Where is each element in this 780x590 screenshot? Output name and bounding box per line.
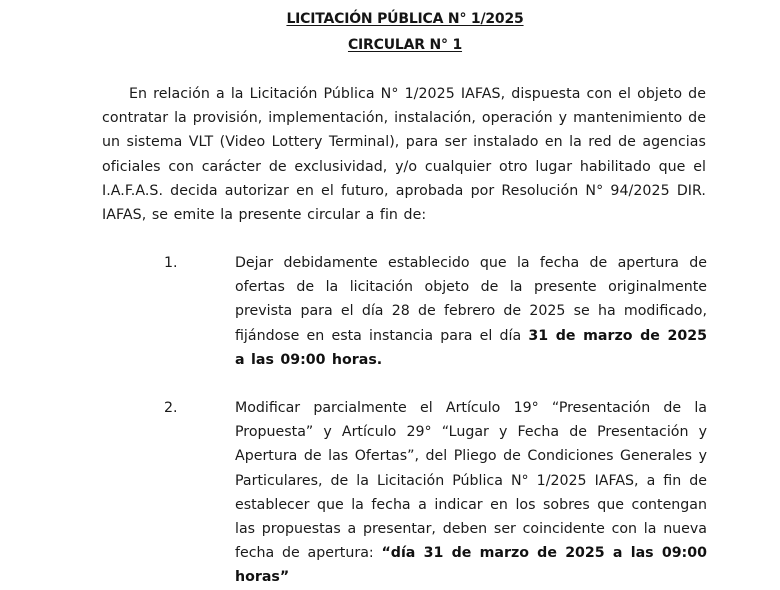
list-item-number: 2. bbox=[164, 400, 178, 416]
list-item-body: Dejar debidamente establecido que la fecha de apertura de ofertas de la licitación objeto de la presente originalmente prevista para el día 28 de febrero de 2025 se ha modificado, fijándose en esta instancia para el día bbox=[235, 255, 707, 344]
document-subtitle: CIRCULAR N° 1 bbox=[347, 37, 463, 53]
list-item-text bbox=[235, 396, 707, 590]
list-item-text bbox=[235, 251, 707, 372]
list-item-number: 1. bbox=[164, 255, 178, 271]
list-item-body: Modificar parcialmente el Artículo 19° “Presentación de la Propuesta” y Artículo 29° “Lugar y Fecha de Presentación y Apertura de las Ofertas”, del Pliego de Condiciones Generales y Particulares, de la Licitación Pública N° 1/2025 IAFAS, a fin de establecer que la fecha a indicar en los sobres que contengan las propuestas a presentar, deben ser coincidente con la nueva fecha de apertura: bbox=[235, 400, 707, 562]
intro-paragraph: En relación a la Licitación Pública N° 1/2025 IAFAS, dispuesta con el objeto de contratar la provisión, implementación, instalación, operación y mantenimiento de un sistema VLT (Video Lottery Terminal), para ser instalado en la red de agencias oficiales con carácter de exclusividad, y/o cualquier otro lugar habilitado que el I.A.F.A.S. decida autorizar en el futuro, aprobada por Resolución N° 94/2025 DIR. IAFAS, se emite la presente circular a fin de: bbox=[102, 86, 706, 224]
list-item-emphasis: “día 31 de marzo de 2025 a las 09:00 horas” bbox=[235, 545, 707, 586]
list-item-emphasis: 31 de marzo de 2025 a las 09:00 horas. bbox=[235, 327, 707, 368]
document-title: LICITACIÓN PÚBLICA N° 1/2025 bbox=[286, 11, 524, 27]
